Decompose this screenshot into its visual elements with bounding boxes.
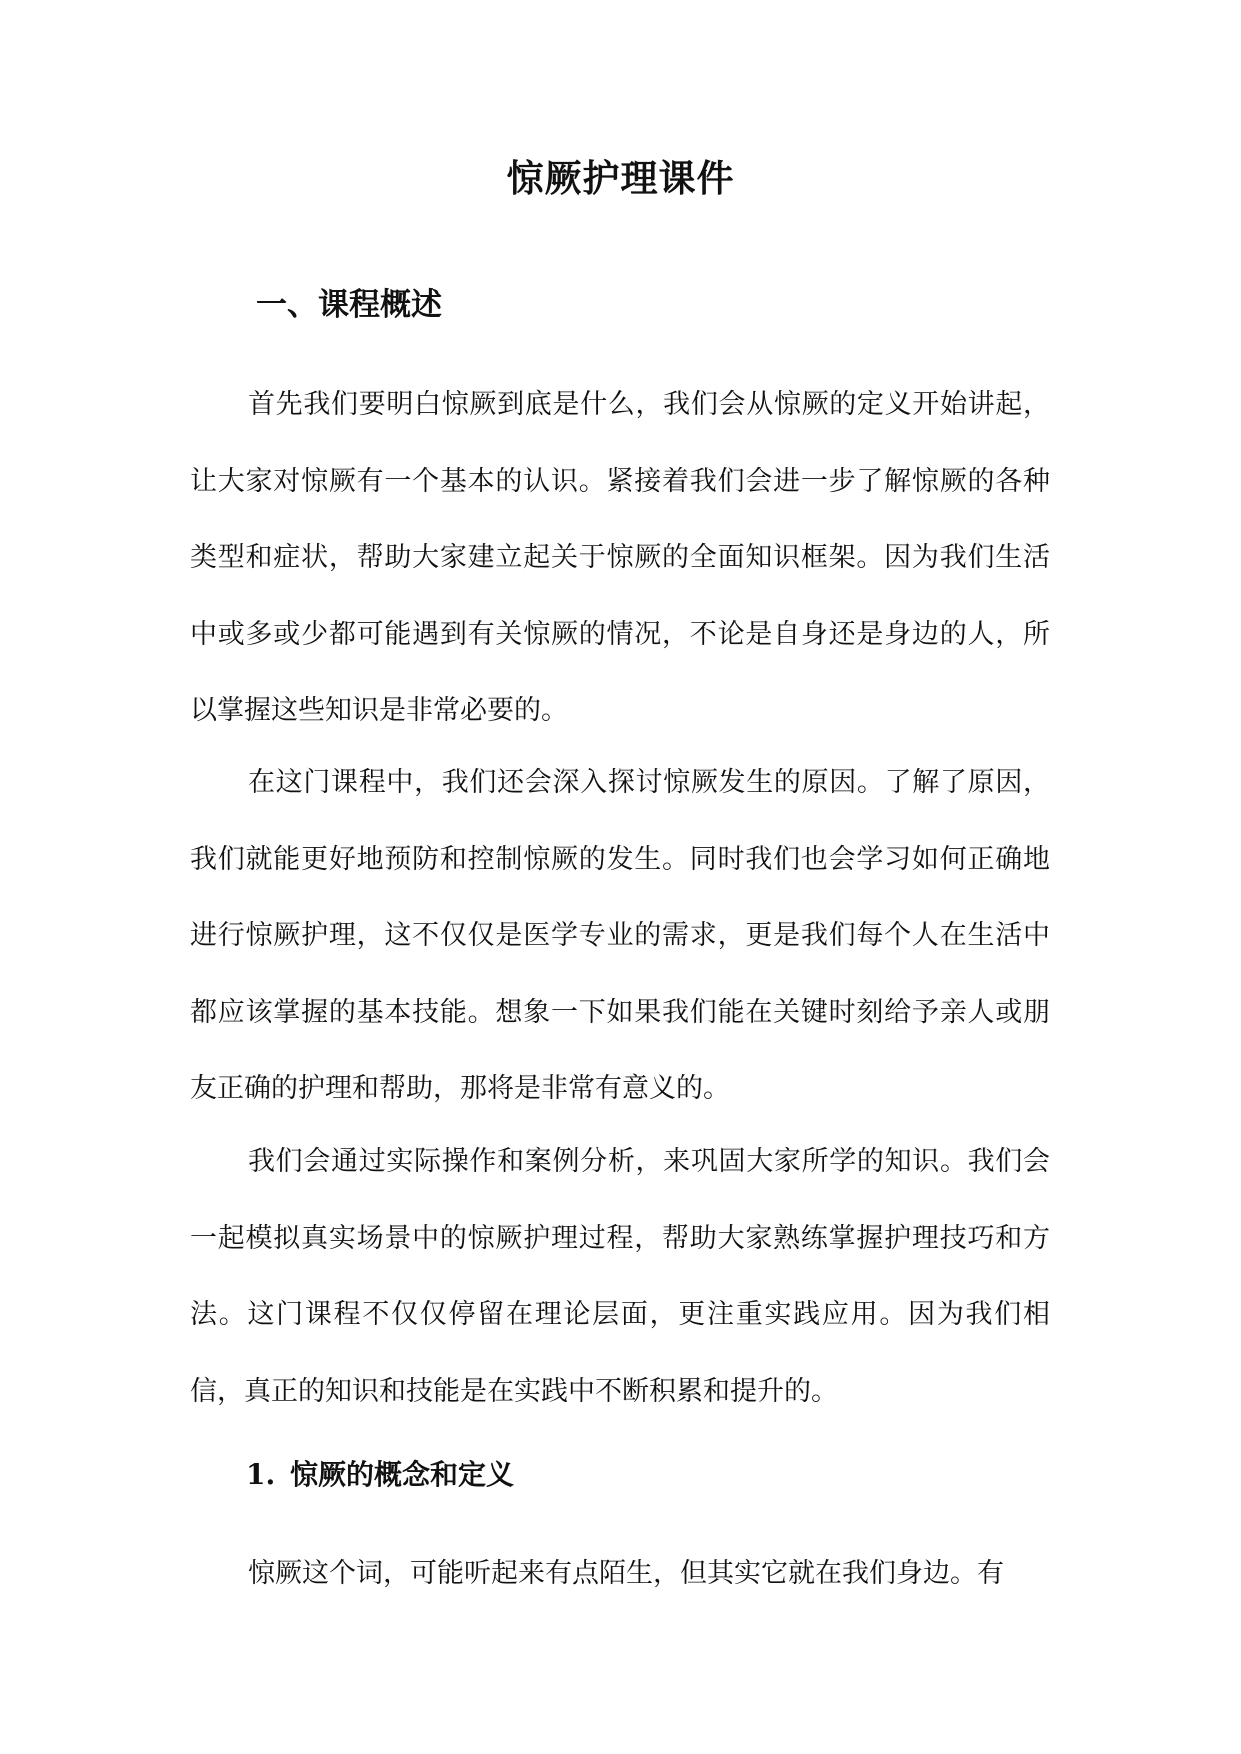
- subheading-text: 惊厥的概念和定义: [290, 1458, 515, 1491]
- section-heading-course-overview: 一、课程概述: [256, 287, 442, 323]
- subheading-concept-definition: [246, 1450, 514, 1500]
- paragraph-1: 首先我们要明白惊厥到底是什么，我们会从惊厥的定义开始讲起，让大家对惊厥有一个基本的认识。紧接着我们会进一步了解惊厥的各种类型和症状，帮助大家建立起关于惊厥的全面知识框架。因为我们生活中或多或少都可能遇到有关惊厥的情况，不论是自身还是身边的人，所以掌握这些知识是非常必要的。: [190, 389, 1050, 726]
- subheading-number: 1.: [246, 1458, 276, 1491]
- paragraph-2: 在这门课程中，我们还会深入探讨惊厥发生的原因。了解了原因，我们就能更好地预防和控制惊厥的发生。同时我们也会学习如何正确地进行惊厥护理，这不仅仅是医学专业的需求，更是我们每个人在生活中都应该掌握的基本技能。想象一下如果我们能在关键时刻给予亲人或朋友正确的护理和帮助，那将是非常有意义的。: [190, 767, 1050, 1104]
- paragraph-4: 惊厥这个词，可能听起来有点陌生，但其实它就在我们身边。有: [248, 1558, 1004, 1589]
- paragraph-3: 我们会通过实际操作和案例分析，来巩固大家所学的知识。我们会一起模拟真实场景中的惊厥护理过程，帮助大家熟练掌握护理技巧和方法。这门课程不仅仅停留在理论层面，更注重实践应用。因为我们相信，真正的知识和技能是在实践中不断积累和提升的。: [190, 1146, 1050, 1407]
- document-title: 惊厥护理课件: [506, 156, 735, 200]
